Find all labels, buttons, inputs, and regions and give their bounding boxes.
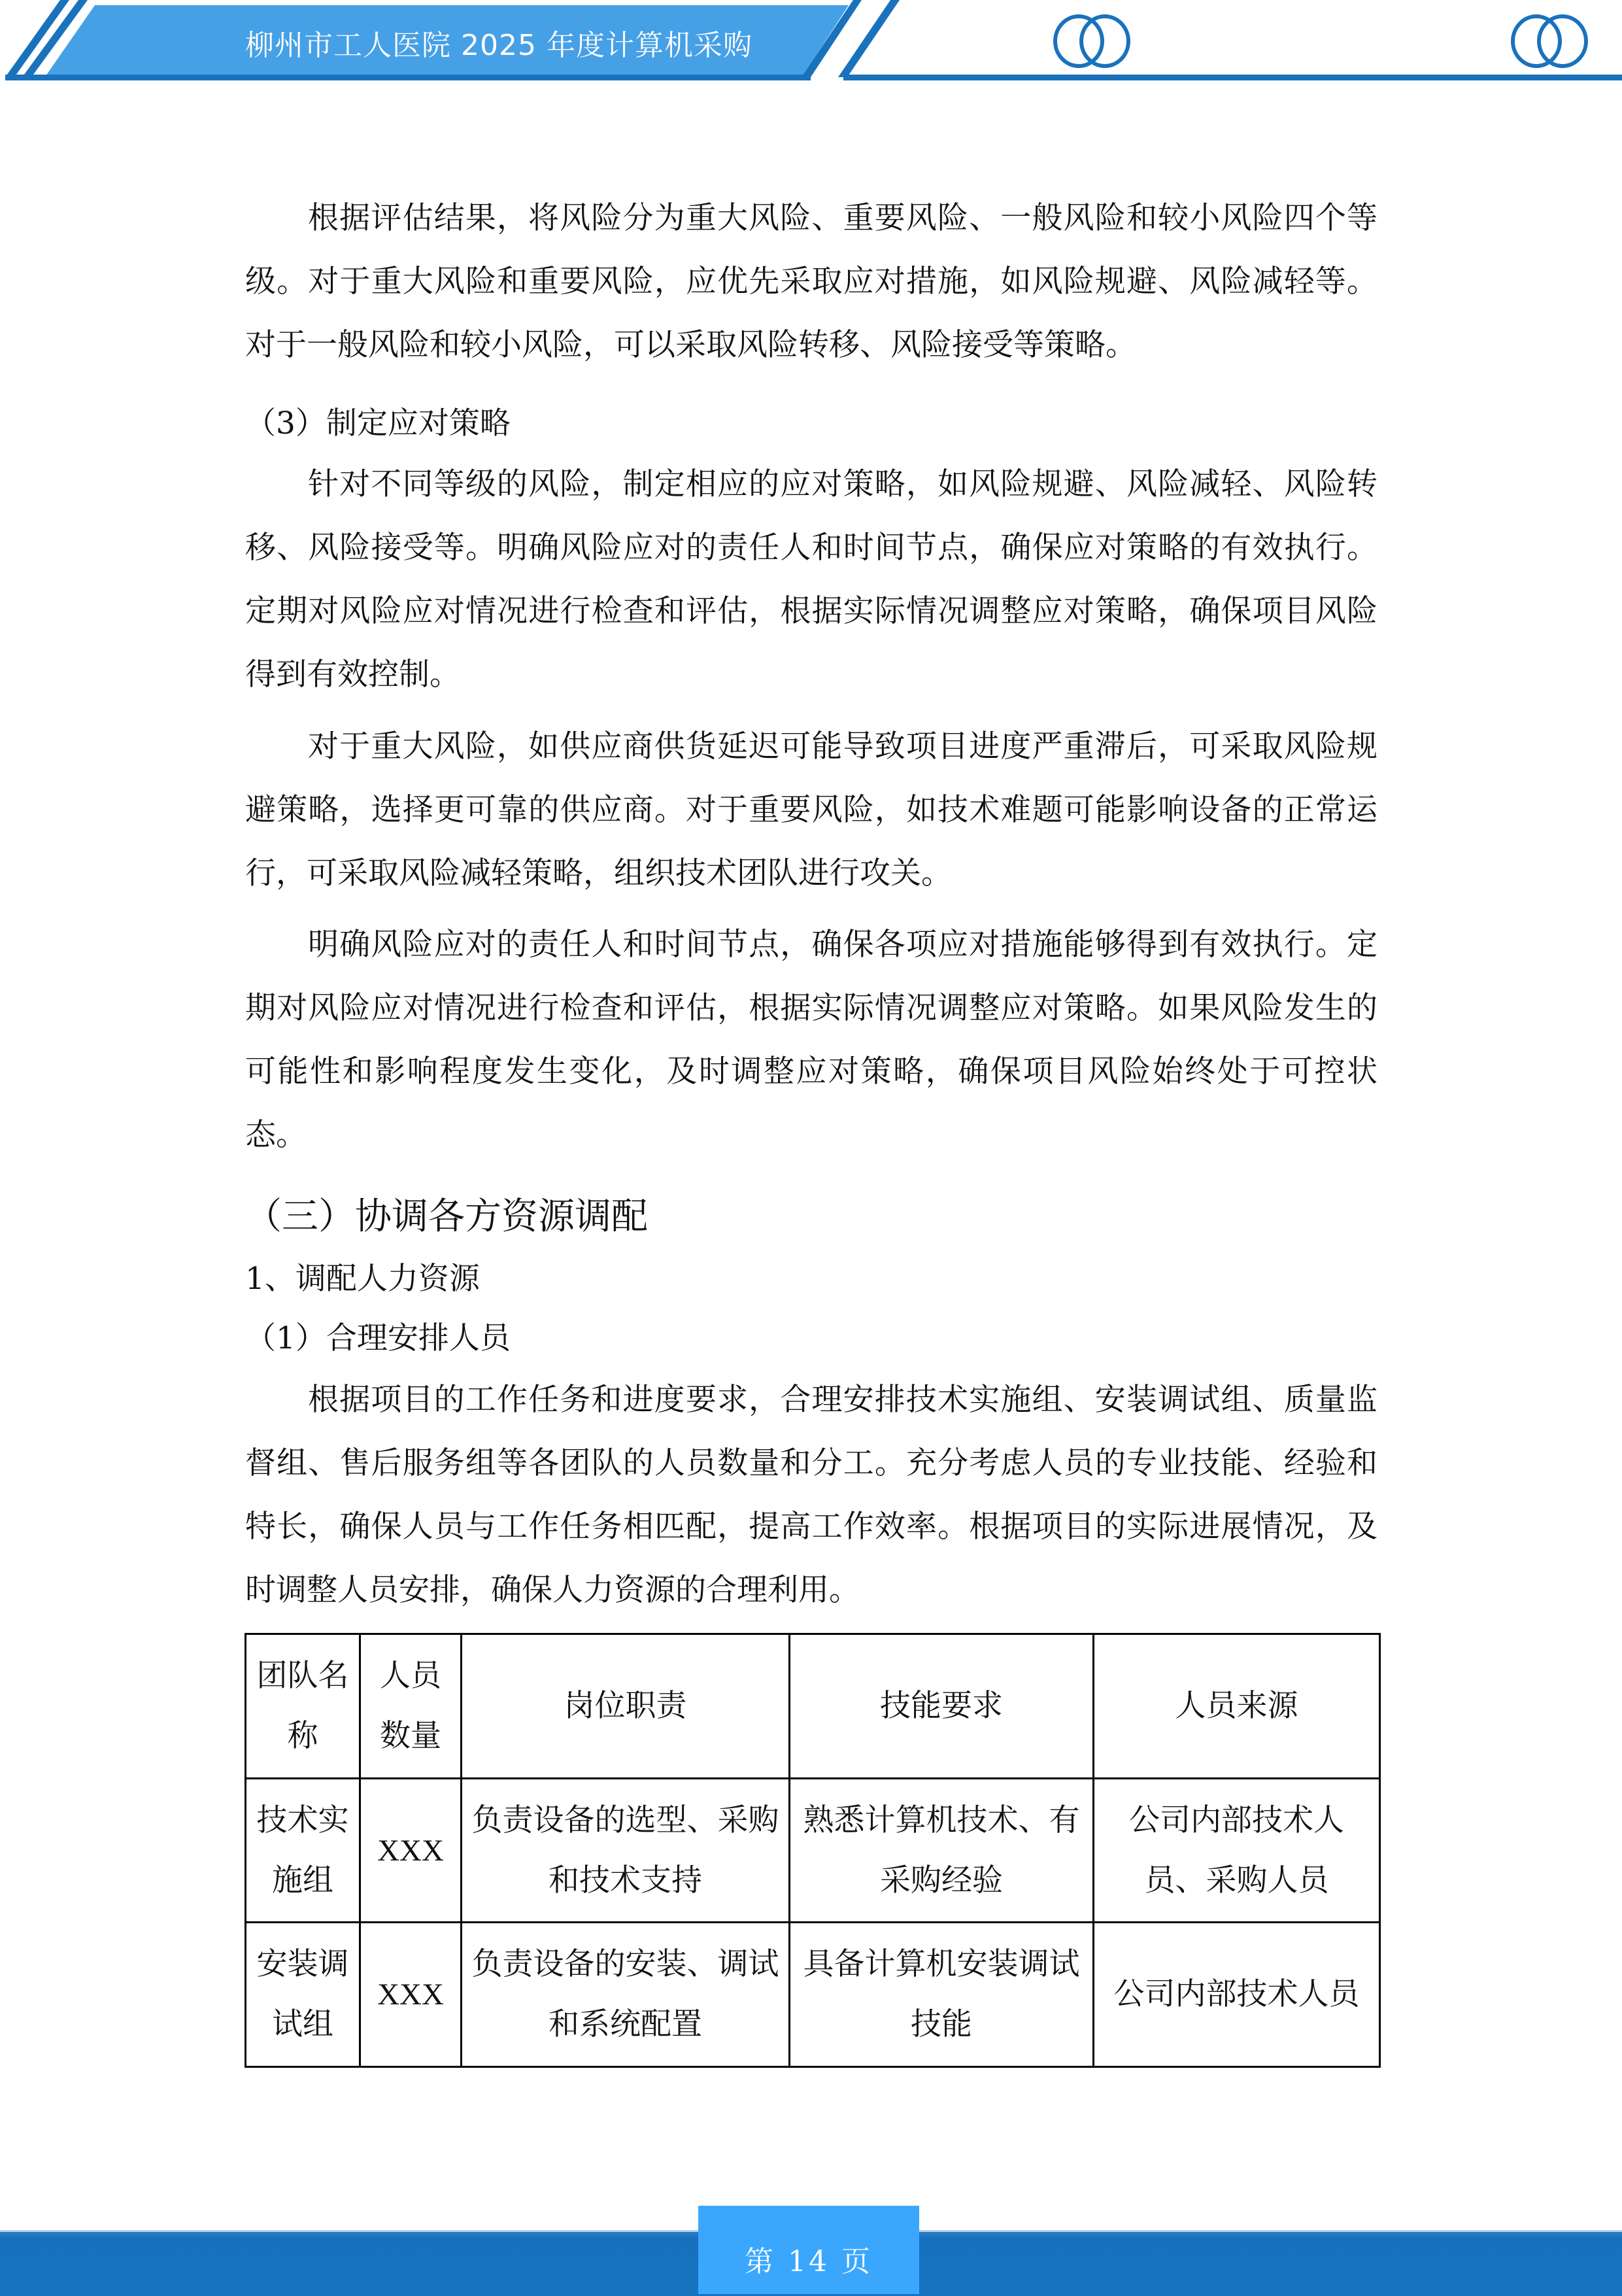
header-cell: 人员数量 (360, 1634, 462, 1779)
table-cell: 具备计算机安装调试技能 (790, 1923, 1094, 2067)
table-cell: XXX (360, 1779, 462, 1923)
item-title: （1）合理安排人员 (245, 1320, 511, 1356)
table-cell: 熟悉计算机技术、有采购经验 (790, 1779, 1094, 1923)
heading-strategy: （3）制定应对策略 (245, 405, 511, 441)
table-cell: 负责设备的选型、采购和技术支持 (462, 1779, 790, 1923)
document-title: 柳州市工人医院 2025 年度计算机采购 (245, 29, 752, 62)
table-cell: 安装调试组 (246, 1923, 360, 2067)
rings-icon (1055, 16, 1128, 66)
staffing-table (245, 1633, 1381, 2068)
paragraph-major-risk: 对于重大风险，如供应商供货延迟可能导致项目进度严重滞后，可采取风险规避策略，选择更可靠的供应商。对于重要风险，如技术难题可能影响设备的正常运行，可采取风险减轻策略，组织技术团队进行攻关。 (245, 728, 1377, 891)
header-cell: 人员来源 (1094, 1634, 1380, 1779)
paragraph-staffing: 根据项目的工作任务和进度要求，合理安排技术实施组、安装调试组、质量监督组、售后服务组等各团队的人员数量和分工。充分考虑人员的专业技能、经验和特长，确保人员与工作任务相匹配，提高工作效率。根据项目的实际进展情况，及时调整人员安排，确保人力资源的合理利用。 (245, 1382, 1377, 1608)
page-number: 第 14 页 (745, 2245, 873, 2278)
header-cell: 团队名称 (246, 1634, 360, 1779)
header-cell: 岗位职责 (462, 1634, 790, 1779)
table-row (246, 1779, 1380, 1923)
page-header (0, 0, 1622, 85)
table-cell: XXX (360, 1923, 462, 2067)
table-header-row (246, 1634, 1380, 1779)
table-cell: 公司内部技术人员、采购人员 (1094, 1779, 1380, 1923)
table-cell: 公司内部技术人员 (1094, 1923, 1380, 2067)
subsection-title: 1、调配人力资源 (245, 1261, 480, 1297)
table-row (246, 1923, 1380, 2067)
header-graphic (0, 0, 1622, 85)
table-cell: 负责设备的安装、调试和系统配置 (462, 1923, 790, 2067)
rings-icon (1513, 16, 1586, 66)
header-cell: 技能要求 (790, 1634, 1094, 1779)
table-cell: 技术实施组 (246, 1779, 360, 1923)
paragraph-risk-levels: 根据评估结果，将风险分为重大风险、重要风险、一般风险和较小风险四个等级。对于重大风险和重要风险，应优先采取应对措施，如风险规避、风险减轻等。对于一般风险和较小风险，可以采取风险转移、风险接受等策略。 (245, 200, 1377, 363)
paragraph-responsibility: 明确风险应对的责任人和时间节点，确保各项应对措施能够得到有效执行。定期对风险应对情况进行检查和评估，根据实际情况调整应对策略。如果风险发生的可能性和影响程度发生变化，及时调整应对策略，确保项目风险始终处于可控状态。 (245, 927, 1377, 1153)
paragraph-strategy: 针对不同等级的风险，制定相应的应对策略，如风险规避、风险减轻、风险转移、风险接受等。明确风险应对的责任人和时间节点，确保应对策略的有效执行。定期对风险应对情况进行检查和评估，根据实际情况调整应对策略，确保项目风险得到有效控制。 (245, 466, 1377, 693)
section-title: （三）协调各方资源调配 (245, 1195, 648, 1238)
